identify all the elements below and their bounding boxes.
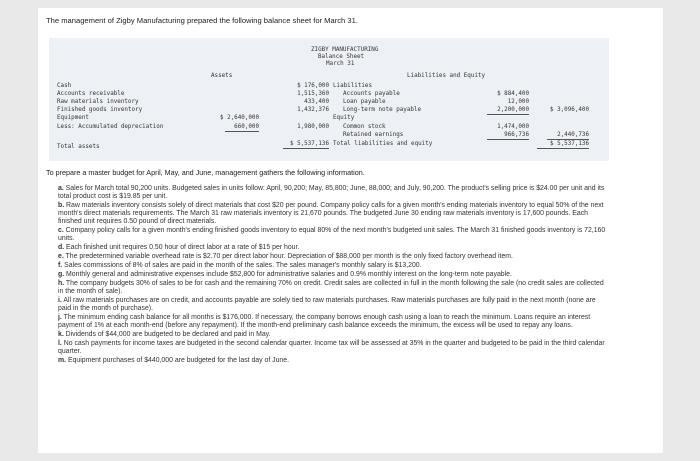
net-equipment-value: 1,980,000 [297,124,329,130]
lt-note-value: 2,200,000 [487,107,529,115]
info-item [58,331,606,339]
item-letter: i. [58,297,62,304]
item-letter: b. [58,202,65,209]
equity-label: Equity [333,115,355,121]
item-text: Company policy calls for a given month's ending finished goods inventory to equal 80% of the next month's budgeted unit sales. The March 31 finished goods inventory is 72,160 units. [58,227,606,242]
info-item [58,357,606,365]
item-text: Sales commissions of 8% of sales are paid in the month of the sales. The sales manager's monthly salary is $13,200. [64,262,422,269]
loan-value: 12,000 [507,99,529,105]
info-item [58,280,606,296]
balance-sheet [49,38,609,161]
item-letter: e. [58,253,64,260]
equipment-value: $ 2,640,000 [219,115,259,121]
item-letter: c. [58,227,64,234]
item-text: The predetermined variable overhead rate is $2.70 per direct labor hour. Depreciation of $88,000 per month is the only fixed factory overhead item. [65,253,513,260]
item-letter: k. [58,331,64,338]
info-item [58,185,606,201]
item-text: Dividends of $44,000 are budgeted to be declared and paid in May. [65,331,271,338]
liabilities-equity-header: Liabilities and Equity [407,73,486,79]
info-list [58,185,606,366]
finished-goods-value: 1,432,376 [297,107,329,113]
accum-depr-value: 660,000 [225,124,259,132]
raw-materials-label: Raw materials inventory [57,99,139,105]
total-le-label: Total liabilities and equity [333,141,433,147]
prep-text: To prepare a master budget for April, May, and June, management gathers the following information. [46,168,365,177]
common-stock-label: Common stock [343,124,386,130]
cash-label: Cash [57,83,72,89]
item-letter: d. [58,244,65,251]
item-letter: g. [58,271,65,278]
item-text: Each finished unit requires 0.50 hour of direct labor at a rate of $15 per hour. [66,244,300,251]
info-item [58,314,606,330]
item-letter: l. [58,340,62,347]
info-item [58,271,606,279]
item-letter: h. [58,280,65,287]
common-stock-value: 1,474,000 [497,124,529,130]
ap-label: Accounts payable [343,91,400,97]
item-text: The company budgets 30% of sales to be for cash and the remaining 70% on credit. Credit sales are collected in full in the month following the sale (no credit sales are collected in the month of sale). [58,280,604,295]
intro-text: The management of Zigby Manufacturing prepared the following balance sheet for March 31. [46,16,358,25]
liabilities-label: Liabilities [333,83,373,89]
item-letter: f. [58,262,63,269]
info-item [58,340,606,356]
item-letter: a. [58,185,64,192]
sheet-title: Balance Sheet [318,54,365,60]
accum-depr-label: Less: Accumulated depreciation [57,124,164,130]
total-equity-value: 2,440,736 [547,132,589,140]
assets-header: Assets [211,73,233,79]
cash-value: $ 176,000 [297,83,329,89]
retained-earnings-value: 966,736 [487,132,529,140]
item-text: All raw materials purchases are on credit, and accounts payable are solely tied to raw materials purchases. Raw materials purchases are fully paid in the next month (none are paid in the month of purchase). [58,297,596,312]
total-liabilities-value: $ 3,096,400 [549,107,589,113]
item-letter: m. [58,357,67,364]
raw-materials-value: 433,400 [304,99,329,105]
ar-label: Accounts receivable [57,91,125,97]
item-text: The minimum ending cash balance for all months is $176,000. If necessary, the company borrows enough cash using a loan to reach the minimum. Loans require an interest payment of 1% at each month-end (before any repayment). If the month-end preliminary cash balance exceeds the minimum, the excess will be used to repay any loans. [58,314,591,329]
ap-value: $ 884,400 [497,91,529,97]
item-text: Sales for March total 90,200 units. Budgeted sales in units follow: April, 90,200; May, 85,800; June, 88,000; and July, 90,200. The product's selling price is $24.00 per unit and its total product cost is $19.85 per unit. [58,185,605,200]
equipment-label: Equipment [57,115,89,121]
info-item [58,244,606,252]
finished-goods-label: Finished goods inventory [57,107,143,113]
item-letter: j. [58,314,62,321]
loan-label: Loan payable [343,99,386,105]
item-text: No cash payments for income taxes are budgeted in the second calendar quarter. Income tax will be assessed at 35% in the quarter and budgeted to be paid in the third calendar quarter. [58,340,605,355]
info-item [58,227,606,243]
company-name: ZIGBY MANUFACTURING [311,47,379,53]
lt-note-label: Long-term note payable [343,107,422,113]
retained-earnings-label: Retained earnings [343,132,404,138]
problem-page [38,8,663,453]
info-item [58,253,606,261]
item-text: Equipment purchases of $440,000 are budgeted for the last day of June. [67,357,290,364]
info-item [58,297,606,313]
total-assets-value: $ 5,537,136 [283,141,329,149]
sheet-date: March 31 [326,61,355,67]
total-le-value: $ 5,537,136 [537,141,589,149]
info-item [58,262,606,270]
info-item [58,202,606,226]
ar-value: 1,515,360 [297,91,329,97]
total-assets-label: Total assets [57,144,100,150]
item-text: Monthly general and administrative expenses include $52,800 for administrative salaries and 0.9% monthly interest on the long-term note payable. [66,271,512,278]
item-text: Raw materials inventory consists solely of direct materials that cost $20 per pound. Company policy calls for a given month's ending materials inventory to equal 50% of the next month's direct materials requirements. The March 31 raw materials inventory is 21,670 pounds. The budgeted June 30 ending raw materials inventory is 17,600 pounds. Each finished unit requires 0.50 pound of direct materials. [58,202,604,225]
